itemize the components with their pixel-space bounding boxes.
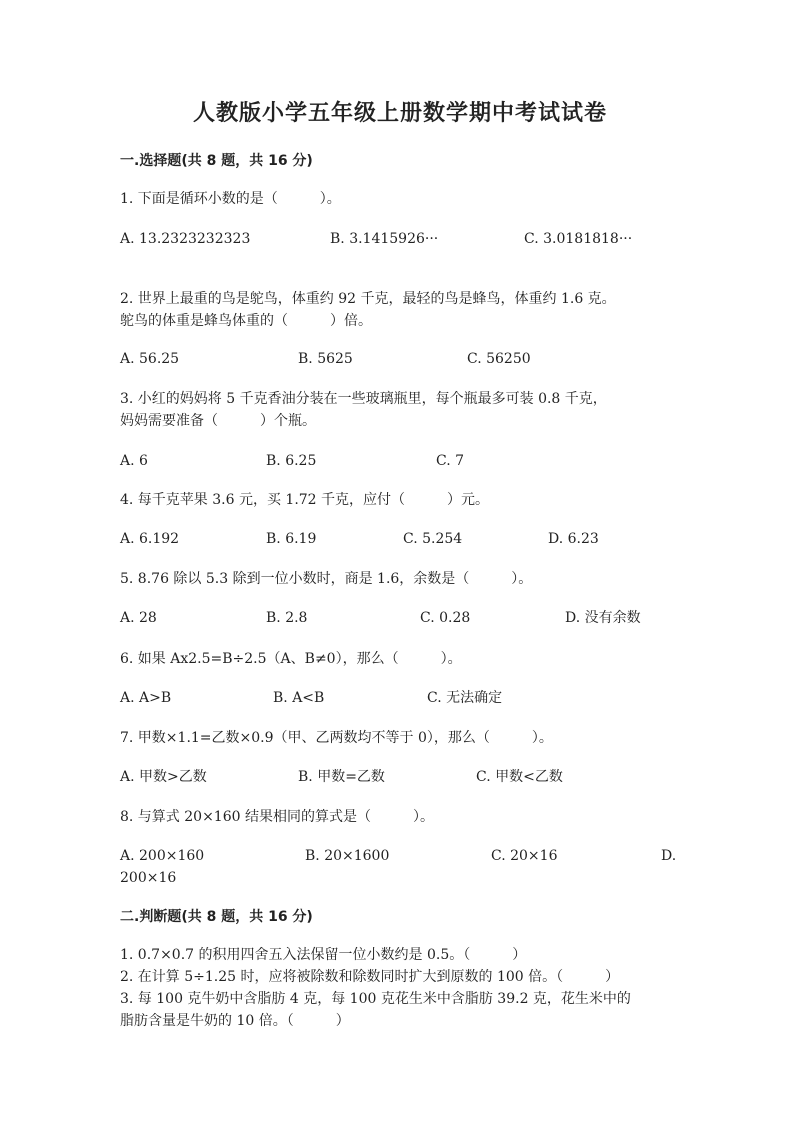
option-d: D.: [661, 848, 677, 864]
option-c: C. 3.0181818···: [524, 231, 633, 247]
option-b: B. 20×1600: [305, 848, 390, 864]
option-a: A. 200×160: [120, 848, 205, 864]
option-c: C. 20×16: [491, 848, 558, 864]
judgment-question: 1. 0.7×0.7 的积用四舍五入法保留一位小数约是 0.5。（ ）: [120, 947, 527, 963]
option-b: B. 3.1415926···: [330, 231, 439, 247]
section-heading-choice: 一.选择题(共 8 题，共 16 分): [120, 153, 313, 169]
option-a: A. 56.25: [120, 351, 180, 367]
exam-title: 人教版小学五年级上册数学期中考试试卷: [192, 101, 607, 126]
question-stem: 7. 甲数×1.1=乙数×0.9（甲、乙两数均不等于 0），那么（ ）。: [120, 730, 553, 746]
question-stem-line1: 3. 小红的妈妈将 5 千克香油分装在一些玻璃瓶里，每个瓶最多可装 0.8 千克，: [120, 391, 607, 407]
judgment-question: 3. 每 100 克牛奶中含脂肪 4 克，每 100 克花生米中含脂肪 39.2 克，花生米中的: [120, 991, 631, 1007]
option-b: B. 6.25: [266, 453, 317, 469]
option-b: B. 5625: [298, 351, 353, 367]
judgment-question: 2. 在计算 5÷1.25 时，应将被除数和除数同时扩大到原数的 100 倍。（ ）: [120, 969, 620, 985]
option-a: A. A>B: [120, 690, 172, 706]
question-stem: 5. 8.76 除以 5.3 除到一位小数时，商是 1.6，余数是（ ）。: [120, 571, 533, 587]
option-d-continued: 200×16: [120, 870, 177, 886]
judgment-question-continued: 脂肪含量是牛奶的 10 倍。（ ）: [120, 1013, 350, 1029]
question-stem: 1. 下面是循环小数的是（ ）。: [120, 191, 341, 207]
option-b: B. 6.19: [266, 531, 317, 547]
option-d: D. 没有余数: [565, 610, 641, 626]
option-a: A. 28: [120, 610, 157, 626]
option-a: A. 甲数>乙数: [120, 769, 207, 785]
option-b: B. 甲数=乙数: [298, 769, 385, 785]
option-b: B. 2.8: [266, 610, 308, 626]
option-a: A. 6.192: [120, 531, 180, 547]
option-c: C. 5.254: [403, 531, 463, 547]
question-stem-line1: 2. 世界上最重的鸟是鸵鸟，体重约 92 千克，最轻的鸟是蜂鸟，体重约 1.6 克。: [120, 291, 616, 307]
question-stem: 8. 与算式 20×160 结果相同的算式是（ ）。: [120, 809, 434, 825]
option-c: C. 0.28: [420, 610, 471, 626]
option-c: C. 无法确定: [427, 690, 503, 706]
option-c: C. 甲数<乙数: [476, 769, 563, 785]
option-b: B. A<B: [273, 690, 325, 706]
option-a: A. 6: [120, 453, 148, 469]
question-stem-line2: 鸵鸟的体重是蜂鸟体重的（ ）倍。: [120, 313, 372, 329]
option-c: C. 56250: [467, 351, 531, 367]
option-c: C. 7: [436, 453, 465, 469]
question-stem-line2: 妈妈需要准备（ ）个瓶。: [120, 413, 316, 429]
question-stem: 6. 如果 Ax2.5=B÷2.5（A、B≠0），那么（ ）。: [120, 651, 462, 667]
question-stem: 4. 每千克苹果 3.6 元，买 1.72 千克，应付（ ）元。: [120, 492, 490, 508]
section-heading-judgment: 二.判断题(共 8 题，共 16 分): [120, 909, 313, 925]
option-d: D. 6.23: [548, 531, 599, 547]
option-a: A. 13.2323232323: [120, 231, 251, 247]
